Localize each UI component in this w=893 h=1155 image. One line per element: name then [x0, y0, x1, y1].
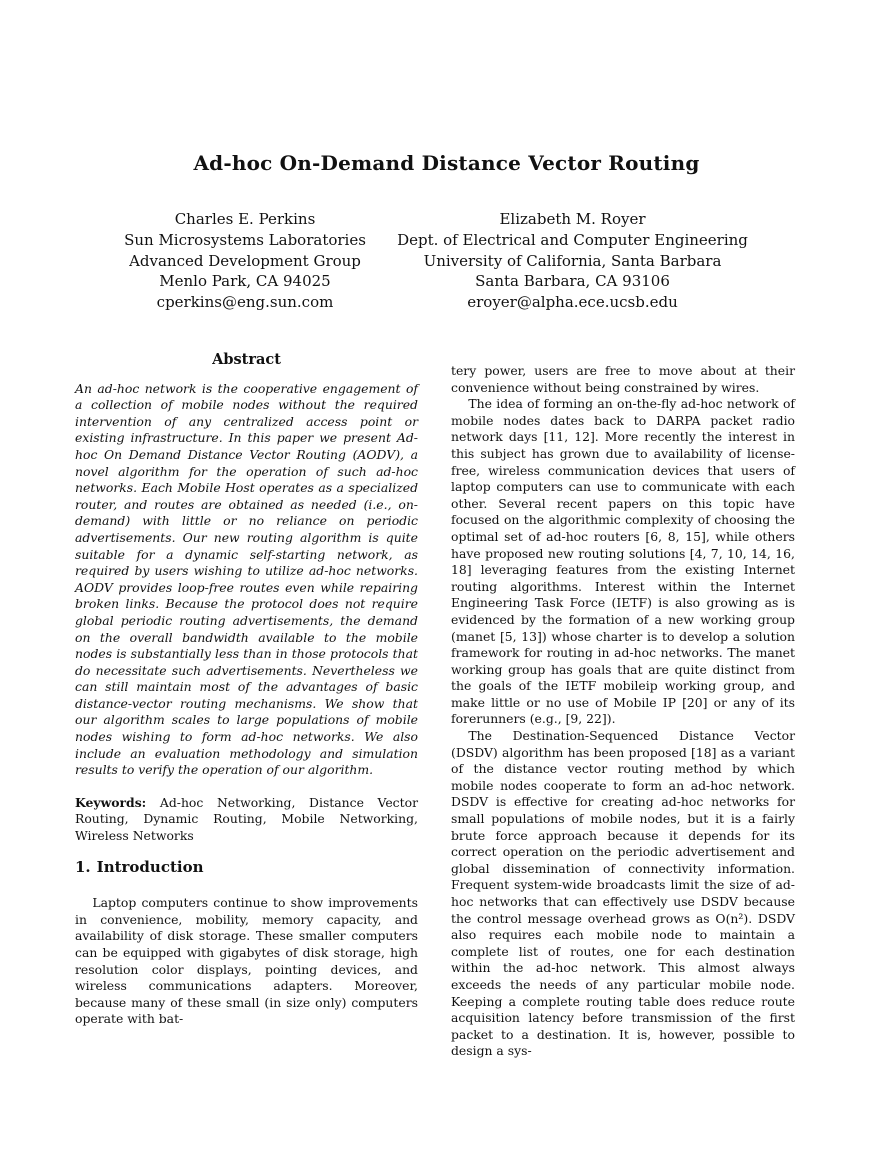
intro-paragraph-1: Laptop computers continue to show improvements in convenience, mobility, memory capacity, and availability of disk storage. These smaller computers can be equipped with gigabytes of disk storage, high resolution color displays, pointing devices, and wireless communications adapters. Moreover, because many of these small (in size only) computers operate with bat- [75, 895, 418, 1027]
section-heading [75, 859, 418, 876]
intro-paragraph-1-continued: tery power, users are free to move about at their convenience without being constrained by wires. [451, 363, 795, 395]
keywords [75, 795, 418, 845]
author-affiliation: Sun Microsystems Laboratories [124, 230, 366, 249]
author-name: Charles E. Perkins [174, 210, 316, 228]
author-block-royer [385, 209, 760, 313]
paper-title: Ad-hoc On-Demand Distance Vector Routing [193, 151, 700, 175]
keywords-label: Keywords: [75, 794, 147, 810]
author-block-perkins [100, 209, 390, 313]
author-name: Elizabeth M. Royer [499, 210, 646, 228]
keywords-text: Ad-hoc Networking, Distance Vector Routing, Dynamic Routing, Mobile Networking, Wireless Networks [75, 794, 418, 844]
section-number: 1. [75, 857, 91, 876]
section-title: Introduction [96, 857, 204, 876]
author-address: Santa Barbara, CA 93106 [475, 272, 670, 291]
author-email: eroyer@alpha.ece.ucsb.edu [467, 293, 678, 312]
author-affiliation: Dept. of Electrical and Computer Engineering [397, 230, 748, 249]
left-column [75, 352, 418, 1028]
right-column [451, 363, 795, 1060]
intro-paragraph-3: The Destination-Sequenced Distance Vector (DSDV) algorithm has been proposed [18] as a variant of the distance vector routing method by which mobile nodes cooperate to form an ad-hoc network. DSDV is effective for creating ad-hoc networks for small populations of mobile nodes, but it is a fairly brute force approach because it depends for its correct operation on the periodic advertisement and global dissemination of connectivity information. Frequent system-wide broadcasts limit the size of ad-hoc networks that can effectively use DSDV because the control message overhead grows as O(n²). DSDV also requires each mobile node to maintain a complete list of routes, one for each destination within the ad-hoc network. This almost always exceeds the needs of any particular mobile node. Keeping a complete routing table does reduce route acquisition latency before transmission of the first packet to a destination. It is, however, possible to design a sys- [451, 728, 795, 1059]
author-address: Menlo Park, CA 94025 [159, 272, 331, 291]
author-affiliation: University of California, Santa Barbara [423, 251, 722, 270]
author-email: cperkins@eng.sun.com [156, 293, 334, 312]
abstract-body: An ad-hoc network is the cooperative engagement of a collection of mobile nodes without the required intervention of any centralized access point or existing infrastructure. In this paper we present Ad-hoc On Demand Distance Vector Routing (AODV), a novel algorithm for the operation of such ad-hoc networks. Each Mobile Host operates as a specialized router, and routes are obtained as needed (i.e., on-demand) with little or no reliance on periodic advertisements. Our new routing algorithm is quite suitable for a dynamic self-starting network, as required by users wishing to utilize ad-hoc networks. AODV provides loop-free routes even while repairing broken links. Because the protocol does not require global periodic routing advertisements, the demand on the overall bandwidth available to the mobile nodes is substantially less than in those protocols that do necessitate such advertisements. Nevertheless we can still maintain most of the advantages of basic distance-vector routing mechanisms. We show that our algorithm scales to large populations of mobile nodes wishing to form ad-hoc networks. We also include an evaluation methodology and simulation results to verify the operation of our algorithm. [75, 380, 418, 778]
intro-paragraph-2: The idea of forming an on-the-fly ad-hoc network of mobile nodes dates back to DARPA packet radio network days [11, 12]. More recently the interest in this subject has grown due to availability of license-free, wireless communication devices that users of laptop computers can use to communicate with each other. Several recent papers on this topic have focused on the algorithmic complexity of choosing the optimal set of ad-hoc routers [6, 8, 15], while others have proposed new routing solutions [4, 7, 10, 14, 16, 18] leveraging features from the existing Internet routing algorithms. Interest within the Internet Engineering Task Force (IETF) is also growing as is evidenced by the formation of a new working group (manet [5, 13]) whose charter is to develop a solution framework for routing in ad-hoc networks. The manet working group has goals that are quite distinct from the goals of the IETF mobileip working group, and make little or no use of Mobile IP [20] or any of its forerunners (e.g., [9, 22]). [451, 396, 795, 727]
author-affiliation: Advanced Development Group [129, 251, 361, 270]
abstract-heading: Abstract [212, 351, 281, 368]
